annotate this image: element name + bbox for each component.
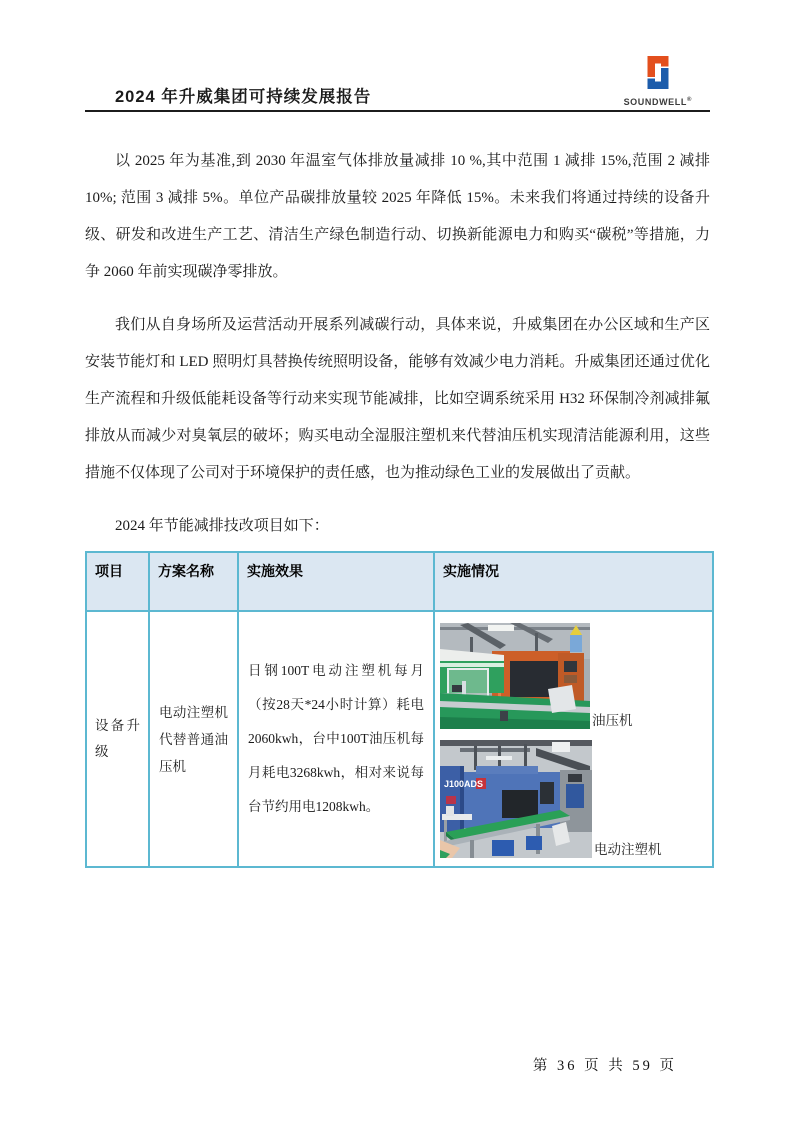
col-header-status: 实施情况 <box>434 552 713 611</box>
photo-row-hydraulic-press <box>440 623 708 729</box>
svg-text:J100ADS: J100ADS <box>444 778 484 789</box>
machine-model-text <box>444 778 486 789</box>
report-title: 2024 年升威集团可持续发展报告 <box>115 88 372 106</box>
cell-project: 设备升级 <box>86 611 149 867</box>
soundwell-logo <box>624 50 692 107</box>
photo-label-hydraulic-press: 油压机 <box>592 712 633 728</box>
logo-wordmark <box>624 95 692 107</box>
photo-label-electric-injection: 电动注塑机 <box>594 841 662 857</box>
photo-row-electric-injection <box>440 740 708 858</box>
paragraph-table-leadin: 2024 年节能减排技改项目如下： <box>115 518 329 534</box>
page-content <box>85 126 710 868</box>
energy-saving-projects-table <box>85 551 714 868</box>
cell-effect: 日钢100T电动注塑机每月（按28天*24小时计算）耗电2060kwh，台中100T油压机每月耗电3268kwh，相对来说每台节约用电1208kwh。 <box>238 611 434 867</box>
page-header <box>85 50 710 112</box>
col-header-project: 项目 <box>86 552 149 611</box>
paragraph-carbon-reduction-actions: 我们从自身场所及运营活动开展系列减碳行动，具体来说，升威集团在办公区域和生产区安装节能灯和 LED 照明灯具替换传统照明设备，能够有效减少电力消耗。升威集团还通过优化生产流程和升级低能耗设备等行动来实现节能减排，比如空调系统采用 H32 环保制冷剂减排氟排放从而减少对臭氧层的破坏；购买电动全湿服注塑机来代替油压机实现清洁能源利用，这些措施不仅体现了公司对于环境保护的责任感，也为推动绿色工业的发展做出了贡献。 <box>85 317 710 481</box>
soundwell-logo-icon <box>643 50 673 95</box>
page-footer <box>533 1054 677 1075</box>
page-number: 第 36 页 共 59 页 <box>532 1058 677 1074</box>
col-header-plan-name: 方案名称 <box>149 552 238 611</box>
hydraulic-press-photo <box>440 623 590 729</box>
paragraph-emission-targets: 以 2025 年为基准,到 2030 年温室气体排放量减排 10 %,其中范围 1 减排 15%,范围 2 减排 10%; 范围 3 减排 5%。单位产品碳排放量较 2025 年降低 15%。未来我们将通过持续的设备升级、研发和改进生产工艺、清洁生产绿色制造行动、切换新能源电力和购买“碳税”等措施，力争 2060 年前实现碳净零排放。 <box>85 153 710 280</box>
registered-mark: ® <box>686 97 692 103</box>
cell-plan-name: 电动注塑机代替普通油压机 <box>149 611 238 867</box>
col-header-effect: 实施效果 <box>238 552 434 611</box>
electric-injection-machine-photo <box>440 740 592 858</box>
cell-implementation-photos <box>434 611 713 867</box>
table-header-row <box>86 552 713 611</box>
table-row <box>86 611 713 867</box>
paper-sheet <box>548 685 576 713</box>
logo-wordmark-text: SOUNDWELL <box>623 97 687 107</box>
